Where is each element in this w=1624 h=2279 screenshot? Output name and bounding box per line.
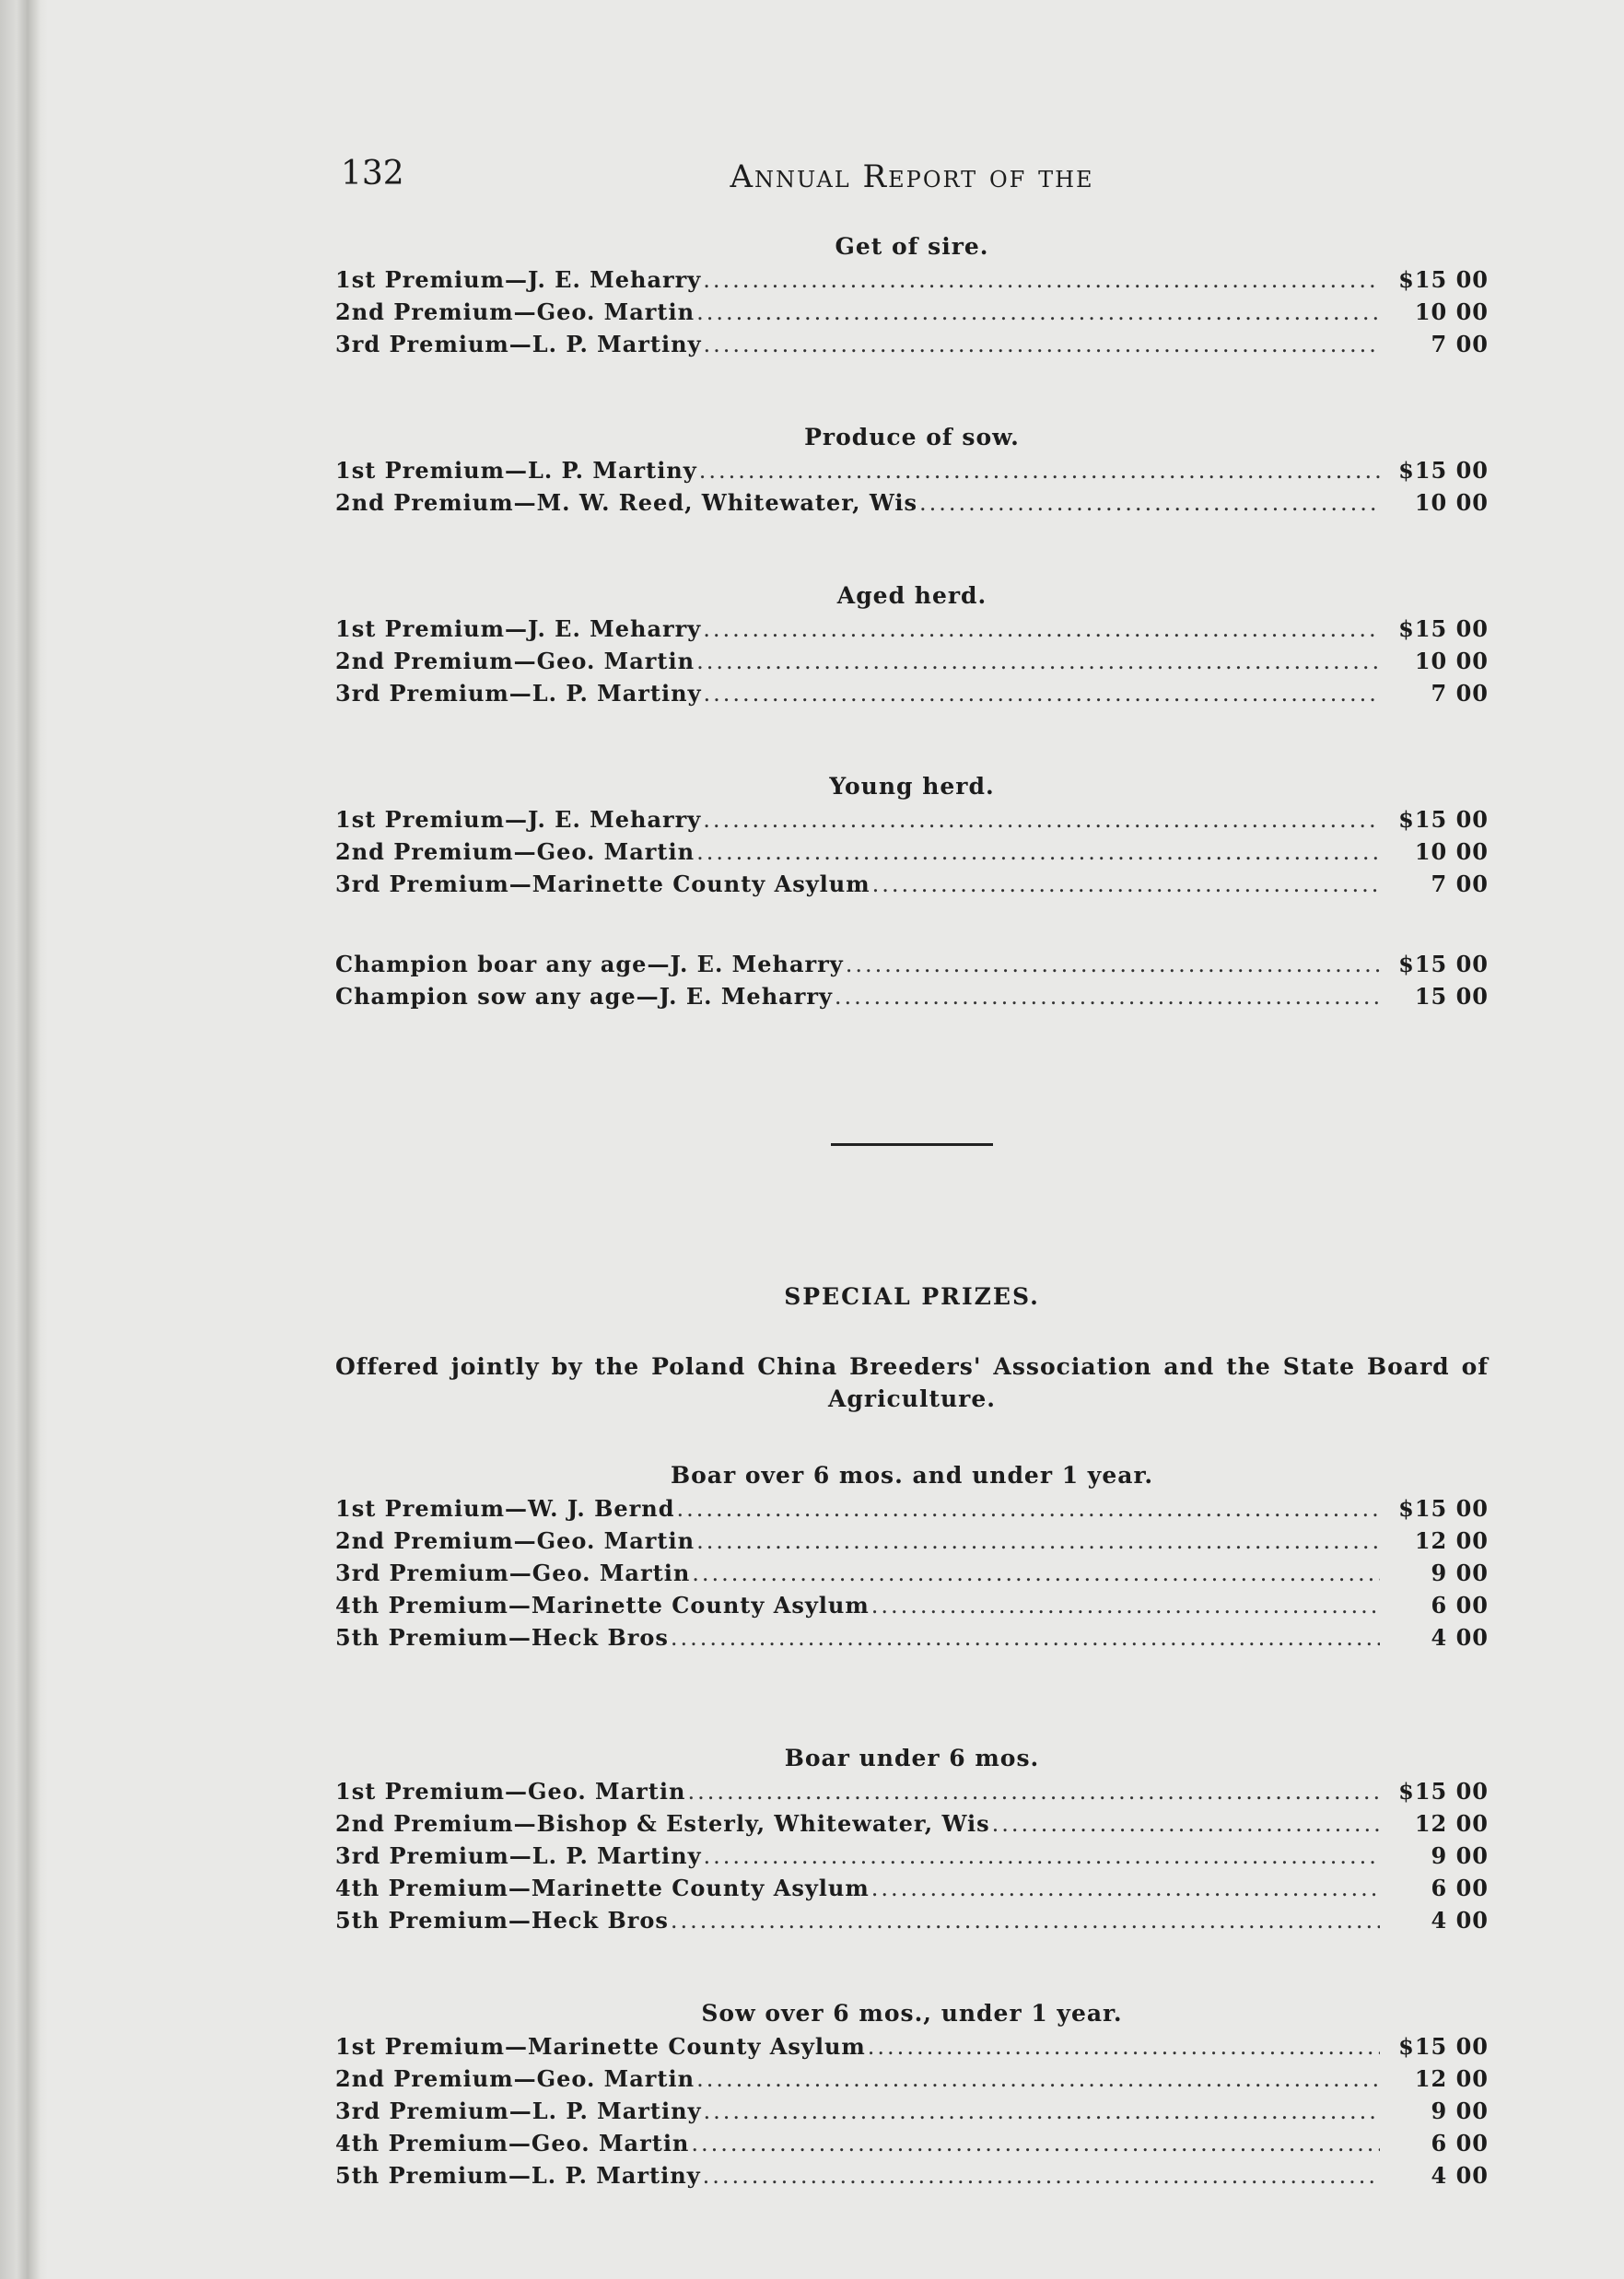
section-aged-herd: [335, 579, 1489, 709]
premium-amount: 6 00: [1431, 1875, 1489, 1901]
premium-label: 3rd Premium—Geo. Martin: [335, 1560, 691, 1586]
running-title: Annual Report of the: [730, 158, 1094, 195]
premium-row: [335, 2063, 1489, 2095]
section-heading: Sow over 6 mos., under 1 year.: [701, 2000, 1123, 2027]
section-boar-over-6-mos: [335, 1459, 1489, 1654]
premium-amount: $15 00: [1398, 615, 1489, 642]
premium-row: [335, 1492, 1489, 1525]
dot-leader: [696, 646, 1380, 678]
premium-label: 4th Premium—Marinette County Asylum: [335, 1875, 870, 1901]
champion-amount: 15 00: [1414, 983, 1489, 1010]
dot-leader: [677, 1493, 1380, 1525]
dot-leader: [671, 1622, 1380, 1654]
premium-row: [335, 645, 1489, 677]
dot-leader: [704, 329, 1380, 361]
premium-amount: $15 00: [1398, 457, 1489, 484]
premium-label: 1st Premium—Marinette County Asylum: [335, 2033, 866, 2060]
premium-label: 3rd Premium—L. P. Martiny: [335, 331, 702, 357]
premium-amount: 9 00: [1431, 1842, 1489, 1869]
premium-amount: 4 00: [1431, 1624, 1489, 1651]
premium-amount: $15 00: [1398, 266, 1489, 293]
section-produce-of-sow: [335, 421, 1489, 519]
section-boar-under-6-mos: [335, 1742, 1489, 1936]
premium-label: 5th Premium—L. P. Martiny: [335, 2162, 701, 2189]
dot-leader: [919, 487, 1380, 520]
premium-label: 4th Premium—Geo. Martin: [335, 2130, 690, 2156]
premium-amount: 7 00: [1431, 680, 1489, 707]
dot-leader: [671, 1905, 1380, 1937]
premium-row: [335, 803, 1489, 836]
premium-label: 5th Premium—Heck Bros: [335, 1907, 669, 1934]
champion-label: Champion boar any age—J. E. Meharry: [335, 951, 844, 977]
premium-amount: 10 00: [1414, 489, 1489, 516]
section-heading: Produce of sow.: [804, 424, 1020, 450]
premium-label: 1st Premium—Geo. Martin: [335, 1778, 686, 1805]
dot-leader: [691, 2128, 1380, 2160]
premium-row: [335, 454, 1489, 486]
dot-leader: [868, 2031, 1380, 2063]
dot-leader: [687, 1776, 1380, 1808]
section-champions: [335, 948, 1489, 1012]
premium-amount: 10 00: [1414, 298, 1489, 325]
premium-row: [335, 1621, 1489, 1654]
premium-row: [335, 1589, 1489, 1621]
premium-row: [335, 1557, 1489, 1589]
premium-label: 2nd Premium—Geo. Martin: [335, 298, 695, 325]
premium-row: [335, 613, 1489, 645]
premium-amount: 10 00: [1414, 838, 1489, 865]
special-prizes-title: SPECIAL PRIZES.: [784, 1283, 1040, 1310]
premium-amount: $15 00: [1398, 1495, 1489, 1522]
section-sow-over-6-mos: [335, 1997, 1489, 2191]
premium-amount: 10 00: [1414, 648, 1489, 674]
premium-row: [335, 2030, 1489, 2063]
section-heading: Aged herd.: [836, 582, 987, 609]
section-get-of-sire: [335, 230, 1489, 360]
premium-row: [335, 296, 1489, 328]
premium-row: [335, 1807, 1489, 1840]
premium-row: [335, 2095, 1489, 2127]
premium-row: [335, 1775, 1489, 1807]
premium-label: 2nd Premium—Bishop & Esterly, Whitewater, Wis: [335, 1810, 990, 1837]
premium-row: [335, 2127, 1489, 2159]
premium-label: 1st Premium—J. E. Meharry: [335, 266, 702, 293]
premium-amount: 6 00: [1431, 2130, 1489, 2156]
dot-leader: [872, 869, 1380, 901]
premium-amount: $15 00: [1398, 1778, 1489, 1805]
premium-row: [335, 1840, 1489, 1872]
premium-label: 1st Premium—J. E. Meharry: [335, 615, 702, 642]
dot-leader: [704, 2096, 1380, 2128]
dot-leader: [703, 804, 1380, 836]
premium-row: [335, 677, 1489, 709]
premium-amount: 9 00: [1431, 2098, 1489, 2124]
running-head: [335, 147, 1489, 212]
dot-leader: [696, 2063, 1380, 2096]
premium-label: 1st Premium—L. P. Martiny: [335, 457, 697, 484]
section-young-herd: [335, 770, 1489, 900]
dot-leader: [696, 836, 1380, 869]
premium-amount: $15 00: [1398, 806, 1489, 833]
premium-amount: 7 00: [1431, 331, 1489, 357]
dot-leader: [699, 455, 1380, 487]
premium-label: 2nd Premium—Geo. Martin: [335, 2065, 695, 2092]
premium-amount: 9 00: [1431, 1560, 1489, 1586]
dot-leader: [692, 1558, 1380, 1590]
book-binding-edge: [0, 0, 48, 2279]
champion-amount: $15 00: [1398, 951, 1489, 977]
premium-row: [335, 486, 1489, 519]
premium-row: [335, 263, 1489, 296]
page-number: 132: [341, 155, 404, 193]
dot-leader: [704, 1841, 1380, 1873]
premium-amount: 12 00: [1414, 1527, 1489, 1554]
premium-label: 1st Premium—J. E. Meharry: [335, 806, 702, 833]
dot-leader: [696, 1525, 1380, 1558]
premium-amount: 12 00: [1414, 1810, 1489, 1837]
section-heading: Boar under 6 mos.: [784, 1745, 1040, 1771]
premium-amount: 12 00: [1414, 2065, 1489, 2092]
premium-amount: 4 00: [1431, 2162, 1489, 2189]
premium-amount: $15 00: [1398, 2033, 1489, 2060]
section-heading: Boar over 6 mos. and under 1 year.: [670, 1462, 1154, 1489]
dot-leader: [871, 1590, 1380, 1622]
special-prizes-intro: Offered jointly by the Poland China Breeders' Association and the State Board of Agriculture.: [335, 1353, 1489, 1412]
premium-label: 2nd Premium—Geo. Martin: [335, 838, 695, 865]
premium-label: 2nd Premium—M. W. Reed, Whitewater, Wis: [335, 489, 917, 516]
champion-row: [335, 948, 1489, 980]
premium-row: [335, 1904, 1489, 1936]
premium-label: 1st Premium—W. J. Bernd: [335, 1495, 675, 1522]
dot-leader: [846, 949, 1380, 981]
premium-label: 3rd Premium—L. P. Martiny: [335, 680, 702, 707]
premium-label: 4th Premium—Marinette County Asylum: [335, 1592, 870, 1619]
premium-label: 3rd Premium—Marinette County Asylum: [335, 871, 870, 897]
dot-leader: [992, 1808, 1380, 1841]
premium-label: 3rd Premium—L. P. Martiny: [335, 2098, 702, 2124]
dot-leader: [696, 297, 1380, 329]
dot-leader: [835, 981, 1380, 1013]
dot-leader: [703, 264, 1380, 297]
premium-row: [335, 328, 1489, 360]
dot-leader: [871, 1873, 1380, 1905]
champion-label: Champion sow any age—J. E. Meharry: [335, 983, 833, 1010]
premium-label: 2nd Premium—Geo. Martin: [335, 648, 695, 674]
section-heading: Get of sire.: [835, 233, 989, 260]
premium-label: 5th Premium—Heck Bros: [335, 1624, 669, 1651]
premium-amount: 4 00: [1431, 1907, 1489, 1934]
premium-row: [335, 1872, 1489, 1904]
premium-amount: 6 00: [1431, 1592, 1489, 1619]
document-page: [335, 147, 1489, 2191]
premium-row: [335, 868, 1489, 900]
premium-amount: 7 00: [1431, 871, 1489, 897]
premium-row: [335, 836, 1489, 868]
dot-leader: [703, 614, 1380, 646]
premium-label: 2nd Premium—Geo. Martin: [335, 1527, 695, 1554]
premium-row: [335, 1525, 1489, 1557]
premium-row: [335, 2159, 1489, 2191]
champion-row: [335, 980, 1489, 1012]
premium-label: 3rd Premium—L. P. Martiny: [335, 1842, 702, 1869]
dot-leader: [704, 678, 1380, 710]
dot-leader: [703, 2160, 1380, 2192]
section-heading: Young herd.: [829, 773, 995, 800]
